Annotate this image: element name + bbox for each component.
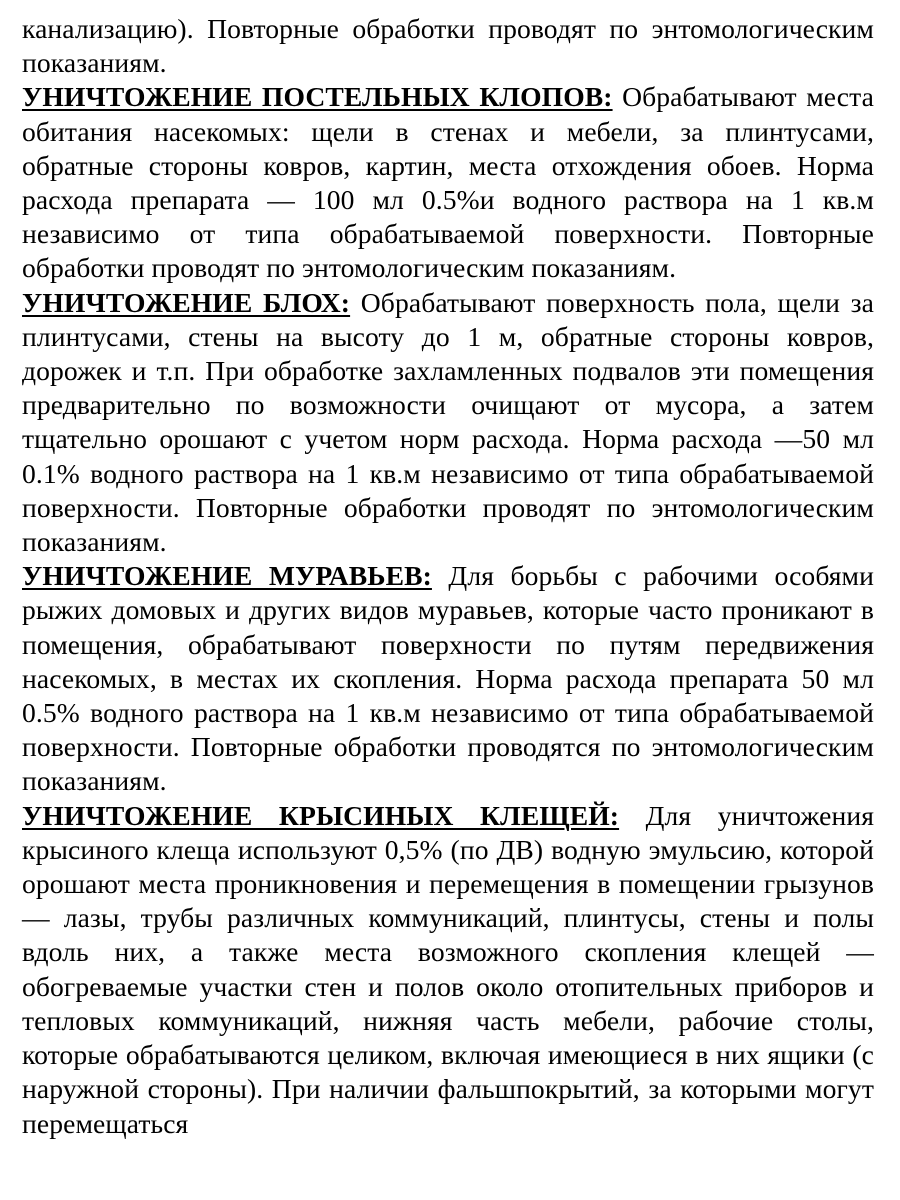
section-bedbugs: [22, 80, 874, 285]
section-body-rat-mites: Для уничтожения крысиного клеща используют 0,5% (по ДВ) водную эмульсию, которой орошают места проникновения и перемещения в помещении грызунов — лазы, трубы различных коммуникаций, плинтусы, стены и полы вдоль них, а также места возможного скопления клещей — обогреваемые участки стен и полов около отопительных приборов и тепловых коммуникаций, нижняя часть мебели, рабочие столы, которые обрабатываются целиком, включая имеющиеся в них ящики (с наружной стороны). При наличии фальшпокрытий, за которыми могут перемещаться: [22, 799, 875, 1139]
section-body-fleas: Обрабатывают поверхность пола, щели за плинтусами, стены на высоту до 1 м, обратные стороны ковров, дорожек и т.п. При обработке захламленных подвалов эти помещения предварительно по возможности очищают от мусора, а затем тщательно орошают с учетом норм расхода. Норма расхода —50 мл 0.1% водного раствора на 1 кв.м независимо от типа обрабатываемой поверхности. Повторные обработки проводят по энтомологическим показаниям.: [22, 286, 875, 558]
intro-paragraph-tail: [22, 12, 874, 80]
section-body-ants: Для борьбы с рабочими особями рыжих домовых и других видов муравьев, которые часто проникают в помещения, обрабатывают поверхности по путям передвижения насекомых, в местах их скопления. Норма расхода препарата 50 мл 0.5% водного раствора на 1 кв.м независимо от типа обрабатываемой поверхности. Повторные обработки проводятся по энтомологическим показаниям.: [22, 560, 874, 797]
section-heading-ants: УНИЧТОЖЕНИЕ МУРАВЬЕВ:: [22, 560, 432, 592]
section-ants: [22, 559, 874, 798]
section-body-bedbugs: Обрабатывают места обитания насекомых: щели в стенах и мебели, за плинтусами, обратные стороны ковров, картин, места отхождения обоев. Норма расхода препарата — 100 мл 0.5%и водного раствора на 1 кв.м независимо от типа обрабатываемой поверхности. Повторные обработки проводят по энтомологическим показаниям.: [22, 81, 874, 284]
section-rat-mites: [22, 799, 874, 1141]
section-heading-bedbugs: УНИЧТОЖЕНИЕ ПОСТЕЛЬНЫХ КЛОПОВ:: [22, 81, 613, 113]
section-heading-rat-mites: УНИЧТОЖЕНИЕ КРЫСИНЫХ КЛЕЩЕЙ:: [22, 799, 620, 831]
section-fleas: [22, 286, 874, 560]
intro-text: канализацию). Повторные обработки проводят по энтомологическим показаниям.: [22, 13, 874, 79]
section-heading-fleas: УНИЧТОЖЕНИЕ БЛОХ:: [22, 286, 351, 318]
